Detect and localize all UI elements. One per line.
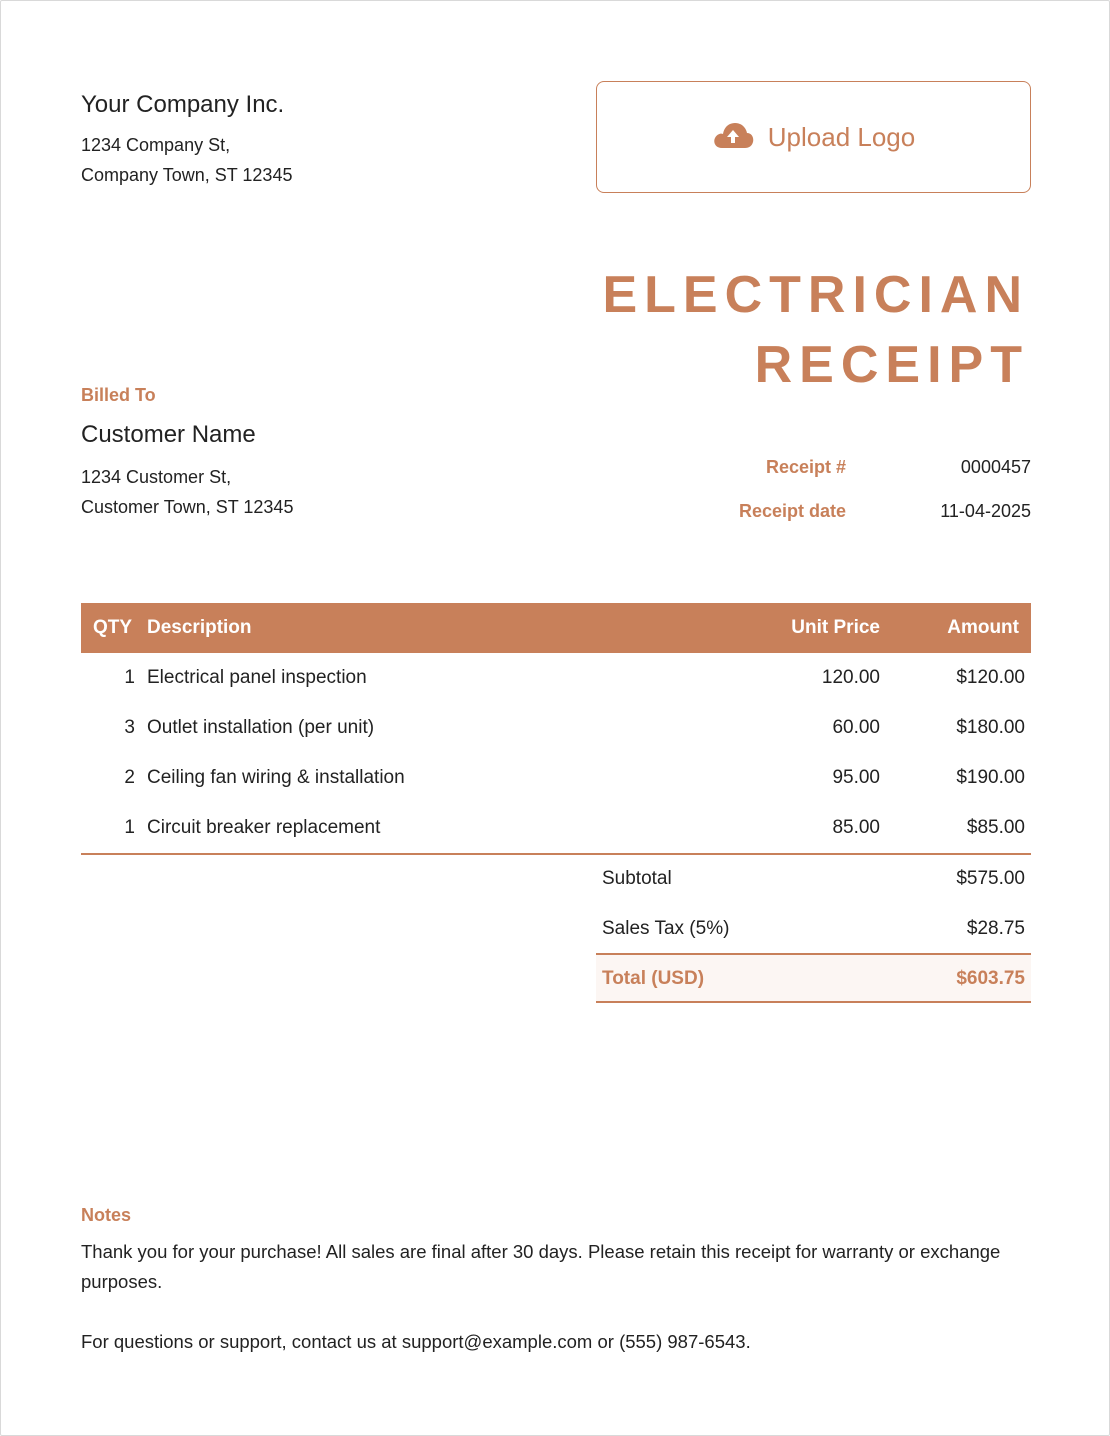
table-row xyxy=(81,803,1031,853)
row-unit-price: 85.00 xyxy=(832,817,880,838)
cloud-upload-icon xyxy=(712,120,754,155)
customer-name: Customer Name xyxy=(81,421,256,448)
row-description: Circuit breaker replacement xyxy=(147,817,381,838)
customer-address-line1: 1234 Customer St, xyxy=(81,467,232,487)
row-amount: $120.00 xyxy=(956,667,1025,688)
total-row xyxy=(596,955,1031,1003)
billed-to-label: Billed To xyxy=(81,385,156,405)
receipt-date-label: Receipt date xyxy=(738,501,846,521)
row-qty: 3 xyxy=(124,717,135,738)
total-label: Total (USD) xyxy=(602,968,705,989)
sales-tax-value: $28.75 xyxy=(966,918,1025,939)
row-description: Outlet installation (per unit) xyxy=(147,717,375,738)
sales-tax-label: Sales Tax (5%) xyxy=(602,918,730,939)
receipt-number-label: Receipt # xyxy=(765,457,846,477)
customer-address-line2: Customer Town, ST 12345 xyxy=(81,497,294,517)
row-unit-price: 95.00 xyxy=(832,767,880,788)
sales-tax-row xyxy=(596,905,1031,953)
row-qty: 1 xyxy=(124,667,135,688)
receipt-title-line1: ELECTRICIAN xyxy=(602,266,1029,324)
subtotal-row xyxy=(596,855,1031,903)
company-address-line1: 1234 Company St, xyxy=(81,135,231,155)
receipt-title-line2: RECEIPT xyxy=(754,336,1029,394)
receipt-date-value: 11-04-2025 xyxy=(940,501,1031,521)
row-unit-price: 60.00 xyxy=(832,717,880,738)
company-address-line2: Company Town, ST 12345 xyxy=(81,165,293,185)
notes-paragraph-2: For questions or support, contact us at support@example.com or (555) 987-6543. xyxy=(81,1331,751,1352)
items-table-header xyxy=(81,603,1031,653)
row-amount: $85.00 xyxy=(966,817,1025,838)
upload-logo-label: Upload Logo xyxy=(767,121,916,152)
notes-label: Notes xyxy=(81,1205,132,1225)
total-bottom-divider xyxy=(596,1001,1031,1003)
header-unit-price: Unit Price xyxy=(791,617,880,638)
row-amount: $190.00 xyxy=(956,767,1025,788)
row-unit-price: 120.00 xyxy=(821,667,880,688)
header-qty: QTY xyxy=(93,617,133,638)
header-description: Description xyxy=(147,617,252,638)
row-qty: 2 xyxy=(124,767,135,788)
table-row xyxy=(81,653,1031,703)
row-description: Ceiling fan wiring & installation xyxy=(147,767,405,788)
row-amount: $180.00 xyxy=(956,717,1025,738)
notes-paragraph-1: Thank you for your purchase! All sales are final after 30 days. Please retain this receipt for warranty or exchange purposes. xyxy=(81,1241,1001,1292)
row-description: Electrical panel inspection xyxy=(147,667,367,688)
header-amount: Amount xyxy=(947,617,1019,638)
receipt-number-value: 0000457 xyxy=(960,457,1031,477)
total-value: $603.75 xyxy=(956,968,1025,989)
table-row xyxy=(81,753,1031,803)
table-row xyxy=(81,703,1031,753)
company-name: Your Company Inc. xyxy=(81,91,285,118)
upload-logo-button[interactable] xyxy=(596,81,1031,193)
subtotal-label: Subtotal xyxy=(602,868,672,889)
subtotal-value: $575.00 xyxy=(956,868,1025,889)
row-qty: 1 xyxy=(124,817,135,838)
